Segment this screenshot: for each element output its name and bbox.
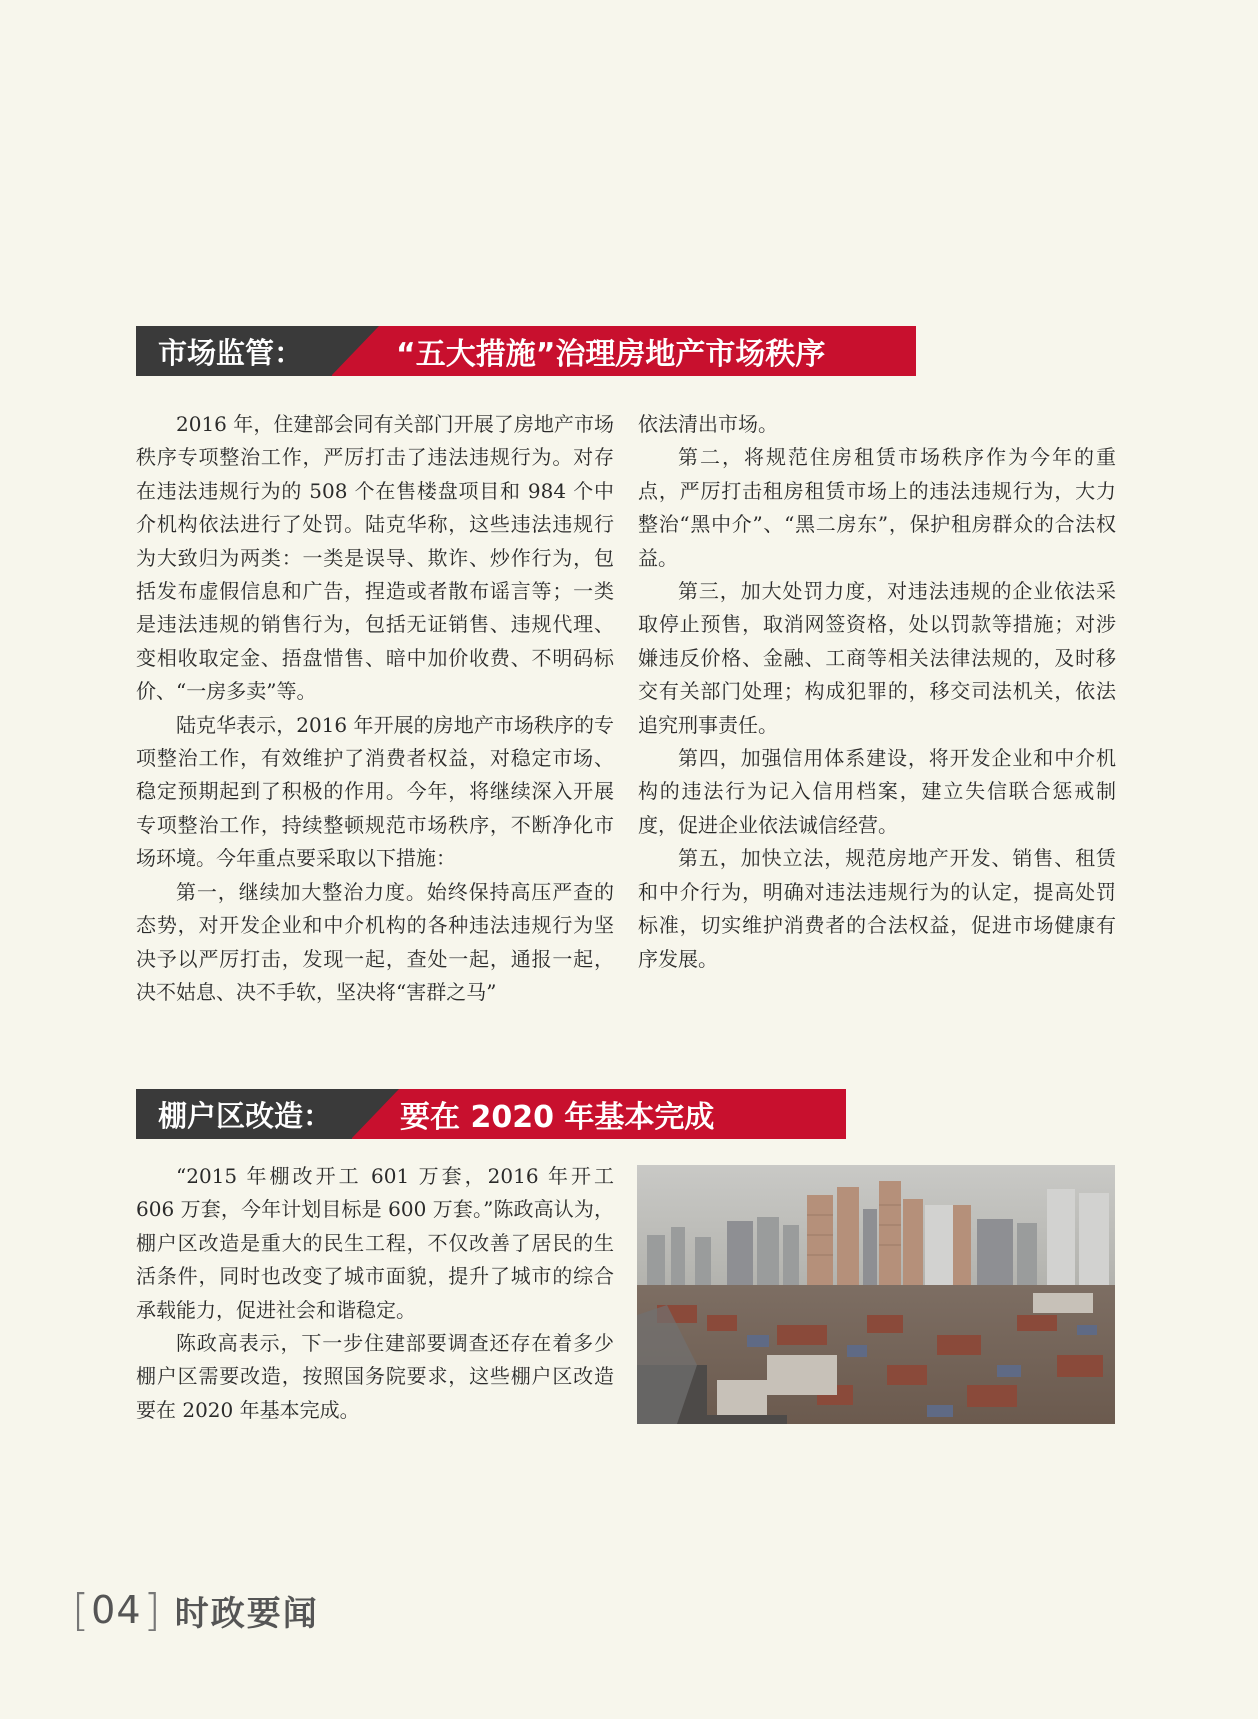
article-column-left — [136, 408, 614, 1009]
section-title-text: 要在 2020 年基本完成 — [400, 1100, 715, 1135]
bracket-right-icon: ] — [143, 1584, 161, 1636]
paragraph: “2015 年棚改开工 601 万套，2016 年开工 606 万套，今年计划目标是 600 万套。”陈政高认为，棚户区改造是重大的民生工程，不仅改善了居民的生活条件，同时也改变了城市面貌，提升了城市的综合承载能力，促进社会和谐稳定。 — [136, 1164, 614, 1322]
paragraph-continuation: 依法清出市场。 — [638, 412, 778, 436]
section-label: 市场监管： — [136, 326, 332, 376]
section-title — [332, 326, 916, 376]
section-header-market-supervision — [136, 326, 916, 376]
article-column-right — [638, 408, 1116, 976]
paragraph: 陆克华表示，2016 年开展的房地产市场秩序的专项整治工作，有效维护了消费者权益，对稳定市场、稳定预期起到了积极的作用。今年，将继续深入开展专项整治工作，持续整顿规范市场秩序，不断净化市场环境。今年重点要采取以下措施： — [136, 712, 614, 871]
paragraph: 2016 年，住建部会同有关部门开展了房地产市场秩序专项整治工作，严厉打击了违法违规行为。对存在违法违规行为的 508 个在售楼盘项目和 984 个中介机构依法进行了处罚。陆克华称，这些违法违规行为大致归为两类：一类是误导、欺诈、炒作行为，包括发布虚假信息和广告，捏造或者散布谣言等；一类是违法违规的销售行为，包括无证销售、违规代理、变相收取定金、捂盘惜售、暗中加价收费、不明码标价、“一房多卖”等。 — [136, 412, 614, 704]
section-name: 时政要闻 — [174, 1593, 319, 1634]
paragraph: 第三，加大处罚力度，对违法违规的企业依法采取停止预售，取消网签资格，处以罚款等措施；对涉嫌违反价格、金融、工商等相关法律法规的，及时移交有关部门处理；构成犯罪的，移交司法机关，依法追究刑事责任。 — [638, 579, 1116, 737]
section-header-shantytown-renovation — [136, 1089, 846, 1139]
paragraph: 第四，加强信用体系建设，将开发企业和中介机构的违法行为记入信用档案，建立失信联合惩戒制度，促进企业依法诚信经营。 — [638, 746, 1116, 837]
article-column-shantytown — [136, 1160, 614, 1427]
paragraph: 第五，加快立法，规范房地产开发、销售、租赁和中介行为，明确对违法违规行为的认定，提高处罚标准，切实维护消费者的合法权益，促进市场健康有序发展。 — [638, 846, 1116, 971]
paragraph: 第二，将规范住房租赁市场秩序作为今年的重点，严厉打击租房租赁市场上的违法违规行为，大力整治“黑中介”、“黑二房东”，保护租房群众的合法权益。 — [638, 445, 1116, 570]
section-title-text: “五大措施”治理房地产市场秩序 — [396, 337, 826, 372]
section-title — [352, 1089, 846, 1139]
paragraph: 陈政高表示，下一步住建部要调查还存在着多少棚户区需要改造，按照国务院要求，这些棚户区改造要在 2020 年基本完成。 — [136, 1331, 614, 1422]
paragraph: 第一，继续加大整治力度。始终保持高压严查的态势，对开发企业和中介机构的各种违法违规行为坚决予以严厉打击，发现一起，查处一起，通报一起，决不姑息、决不手软，坚决将“害群之马” — [136, 879, 614, 1004]
page-footer — [72, 1584, 319, 1636]
bracket-left-icon: [ — [72, 1584, 90, 1636]
section-label: 棚户区改造： — [136, 1089, 352, 1139]
page-number: 04 — [91, 1588, 142, 1632]
city-aerial-photo — [637, 1165, 1115, 1424]
